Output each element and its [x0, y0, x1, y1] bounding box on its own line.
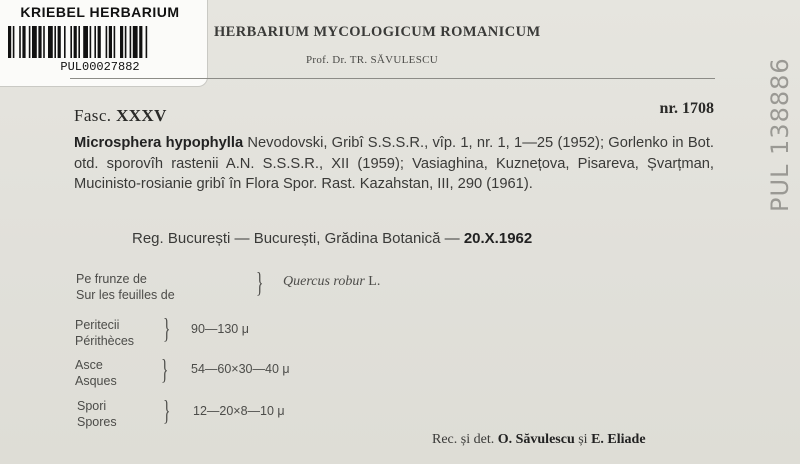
label-ro: Spori	[77, 399, 107, 413]
barcode-bar	[58, 26, 61, 58]
label-ro: Asce	[75, 358, 103, 372]
fascicle	[74, 106, 167, 126]
label-fr: Périthèces	[75, 334, 135, 348]
barcode-bar	[38, 26, 41, 58]
collection-title: HERBARIUM MYCOLOGICUM ROMANICUM	[214, 24, 541, 40]
collectors-conj: și	[574, 432, 592, 447]
barcode	[8, 26, 192, 58]
locality-text: Reg. București — București, Grădina Botanică —	[132, 230, 464, 247]
barcode-bar	[32, 26, 37, 58]
barcode-bar	[146, 26, 148, 58]
barcode-bar	[120, 26, 123, 58]
barcode-bar	[70, 26, 72, 58]
barcode-bar	[8, 26, 11, 58]
barcode-bar	[133, 26, 138, 58]
host-label-fr: Sur les feuilles de	[76, 288, 175, 302]
barcode-bar	[43, 26, 45, 58]
herbarium-name: KRIEBEL HERBARIUM	[20, 4, 180, 20]
barcode-bar	[125, 26, 127, 58]
spori-value: 12—20×8—10 μ	[193, 404, 285, 418]
barcode-bar	[130, 26, 132, 58]
species-entry	[74, 133, 714, 195]
host-brace: }	[256, 268, 264, 299]
fascicle-number: XXXV	[116, 106, 167, 125]
species-citation: Nevodovski, Gribî S.S.S.R., vîp. 1, nr. 1, 1—25 (1952); Gorlenko in Bot. otd. sporovîh rastenii A.N. S.S.S.R., XII (1959); Vasiaghina, Kuznețova, Pisareva, Șvarțman, Mucinisto-rosianie gribî în Flora Spor. Rast. Kazahstan, III, 290 (1961).	[74, 135, 714, 192]
barcode-bar	[109, 26, 112, 58]
collector-1: O. Săvulescu	[497, 432, 575, 447]
barcode-bar	[64, 26, 66, 58]
barcode-bar	[78, 26, 80, 58]
barcode-number: PUL00027882	[60, 60, 140, 74]
locality-line	[132, 230, 532, 247]
barcode-bar	[13, 26, 15, 58]
header-divider	[70, 78, 715, 79]
host-plant	[283, 274, 380, 290]
label-fr: Asques	[75, 374, 117, 388]
barcode-bar	[83, 26, 88, 58]
barcode-bar	[90, 26, 92, 58]
label-ro: Peritecii	[75, 318, 120, 332]
collectors-line	[432, 432, 646, 448]
herbarium-barcode-label	[0, 0, 208, 87]
peritecii-brace: }	[163, 314, 171, 345]
barcode-bar	[54, 26, 56, 58]
barcode-bar	[94, 26, 96, 58]
barcode-bar	[106, 26, 108, 58]
host-label-ro: Pe frunze de	[76, 272, 147, 286]
peritecii-value: 90—130 μ	[191, 322, 249, 336]
asce-value: 54—60×30—40 μ	[191, 362, 290, 376]
asce-brace: }	[161, 355, 169, 386]
barcode-bar	[29, 26, 31, 58]
host-species: Quercus robur	[283, 274, 365, 289]
handwritten-accession-number: PUL 138886	[766, 57, 794, 212]
species-name: Microsphera hypophylla	[74, 135, 244, 151]
fascicle-prefix: Fasc.	[74, 106, 112, 125]
collectors-prefix: Rec. și det.	[432, 432, 498, 447]
barcode-bar	[48, 26, 53, 58]
collection-date: 20.X.1962	[463, 230, 533, 247]
barcode-bar	[139, 26, 142, 58]
host-author: L.	[364, 274, 381, 289]
record-number: nr. 1708	[659, 100, 714, 117]
barcode-bar	[22, 26, 25, 58]
collector-2: E. Eliade	[591, 432, 646, 447]
spori-brace: }	[163, 396, 171, 427]
barcode-bar	[114, 26, 116, 58]
collection-editor: Prof. Dr. TR. SĂVULESCU	[306, 54, 438, 66]
barcode-bar	[19, 26, 21, 58]
label-fr: Spores	[77, 415, 117, 429]
barcode-bar	[98, 26, 101, 58]
barcode-bar	[74, 26, 77, 58]
